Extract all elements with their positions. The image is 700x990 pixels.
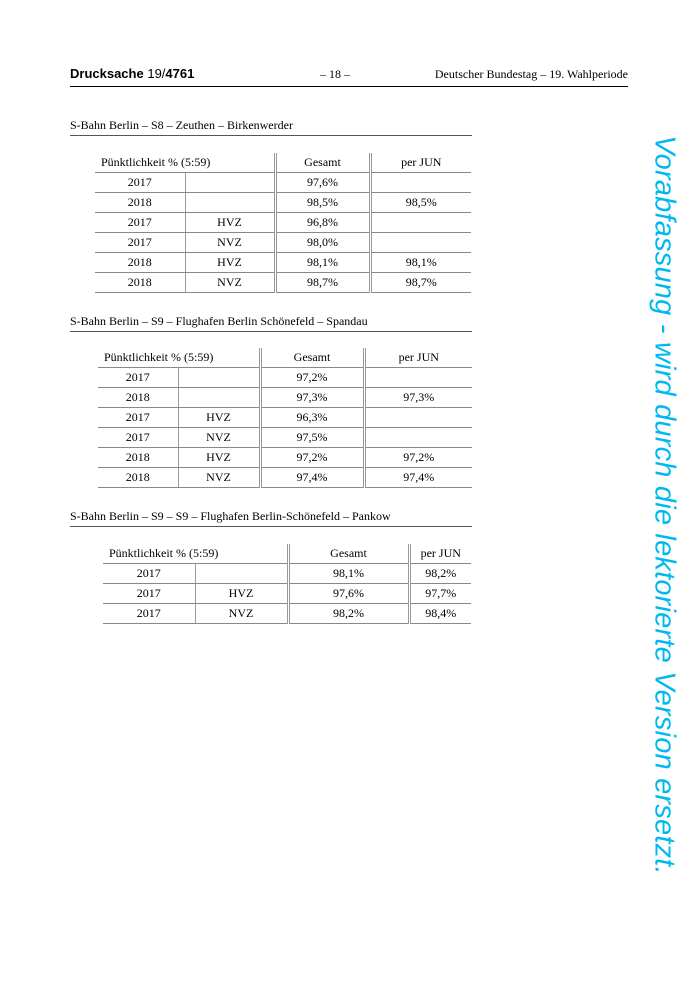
- col-header-total: Gesamt: [260, 348, 364, 368]
- cell-per: 97,3%: [364, 388, 472, 408]
- cell-type: NVZ: [178, 428, 260, 448]
- cell-year: 2017: [98, 428, 178, 448]
- cell-total: 98,1%: [288, 564, 409, 584]
- cell-year: 2017: [98, 368, 178, 388]
- cell-total: 98,7%: [275, 273, 370, 293]
- cell-total: 98,0%: [275, 233, 370, 253]
- table-row: [98, 388, 472, 408]
- col-header-per: per JUN: [409, 544, 471, 564]
- table-row: [103, 584, 471, 604]
- table-row: [98, 448, 472, 468]
- cell-type: [178, 368, 260, 388]
- section-title-s8: S-Bahn Berlin – S8 – Zeuthen – Birkenwerder: [70, 118, 472, 136]
- cell-per: [370, 173, 471, 193]
- cell-total: 97,6%: [288, 584, 409, 604]
- cell-year: 2018: [98, 388, 178, 408]
- cell-total: 97,2%: [260, 368, 364, 388]
- section-title-s9-spandau: S-Bahn Berlin – S9 – Flughafen Berlin Schönefeld – Spandau: [70, 314, 472, 332]
- cell-year: 2017: [103, 564, 195, 584]
- col-header-per: per JUN: [364, 348, 472, 368]
- cell-year: 2018: [98, 468, 178, 488]
- cell-type: [185, 193, 275, 213]
- col-header-total: Gesamt: [275, 153, 370, 173]
- cell-type: NVZ: [195, 604, 288, 624]
- cell-year: 2017: [95, 233, 185, 253]
- col-header-label: Pünktlichkeit % (5:59): [98, 348, 260, 368]
- table-row: [98, 368, 472, 388]
- cell-per: 98,1%: [370, 253, 471, 273]
- cell-total: 98,5%: [275, 193, 370, 213]
- table-row: [98, 468, 472, 488]
- cell-year: 2017: [95, 173, 185, 193]
- table-row: [95, 213, 471, 233]
- col-header-total: Gesamt: [288, 544, 409, 564]
- cell-type: [185, 173, 275, 193]
- cell-year: 2018: [95, 273, 185, 293]
- cell-year: 2017: [103, 604, 195, 624]
- col-header-label: Pünktlichkeit % (5:59): [103, 544, 288, 564]
- table-header-row: [95, 153, 471, 173]
- punctuality-table-s9-pankow: [103, 544, 471, 624]
- cell-total: 96,3%: [260, 408, 364, 428]
- cell-per: [370, 233, 471, 253]
- cell-type: [195, 564, 288, 584]
- cell-type: HVZ: [178, 448, 260, 468]
- cell-per: 98,5%: [370, 193, 471, 213]
- cell-per: [364, 428, 472, 448]
- table-header-row: [98, 348, 472, 368]
- publisher: Deutscher Bundestag – 19. Wahlperiode: [434, 67, 628, 81]
- cell-type: NVZ: [185, 273, 275, 293]
- cell-type: [178, 388, 260, 408]
- cell-type: NVZ: [178, 468, 260, 488]
- cell-per: 98,7%: [370, 273, 471, 293]
- table-row: [98, 428, 472, 448]
- cell-per: 97,7%: [409, 584, 471, 604]
- cell-per: 98,4%: [409, 604, 471, 624]
- cell-per: [364, 408, 472, 428]
- cell-year: 2018: [95, 253, 185, 273]
- cell-type: HVZ: [178, 408, 260, 428]
- doc-label: Drucksache: [70, 66, 144, 81]
- cell-year: 2017: [103, 584, 195, 604]
- table-row: [95, 173, 471, 193]
- col-header-label: Pünktlichkeit % (5:59): [95, 153, 275, 173]
- punctuality-table-s9-spandau: [98, 348, 472, 488]
- table-row: [95, 273, 471, 293]
- cell-year: 2018: [95, 193, 185, 213]
- cell-type: HVZ: [195, 584, 288, 604]
- cell-year: 2017: [98, 408, 178, 428]
- cell-total: 96,8%: [275, 213, 370, 233]
- col-header-per: per JUN: [370, 153, 471, 173]
- table-row: [103, 564, 471, 584]
- cell-type: HVZ: [185, 253, 275, 273]
- cell-per: 98,2%: [409, 564, 471, 584]
- cell-total: 97,4%: [260, 468, 364, 488]
- section-title-s9-pankow: S-Bahn Berlin – S9 – S9 – Flughafen Berlin-Schönefeld – Pankow: [70, 509, 472, 527]
- punctuality-table-s8: [95, 153, 471, 293]
- table-row: [95, 233, 471, 253]
- table-row: [103, 604, 471, 624]
- cell-total: 97,2%: [260, 448, 364, 468]
- table-row: [95, 253, 471, 273]
- cell-per: 97,4%: [364, 468, 472, 488]
- cell-total: 97,5%: [260, 428, 364, 448]
- table-row: [98, 408, 472, 428]
- page-number: – 18 –: [320, 67, 350, 81]
- doc-number-prefix: 19/: [147, 66, 166, 81]
- cell-total: 98,2%: [288, 604, 409, 624]
- table-row: [95, 193, 471, 213]
- doc-number: 4761: [165, 66, 195, 81]
- page-header: [70, 66, 628, 87]
- cell-year: 2018: [98, 448, 178, 468]
- cell-type: NVZ: [185, 233, 275, 253]
- cell-per: [370, 213, 471, 233]
- cell-total: 97,3%: [260, 388, 364, 408]
- cell-per: [364, 368, 472, 388]
- cell-total: 98,1%: [275, 253, 370, 273]
- cell-total: 97,6%: [275, 173, 370, 193]
- document-number: [70, 66, 194, 81]
- cell-year: 2017: [95, 213, 185, 233]
- table-header-row: [103, 544, 471, 564]
- cell-type: HVZ: [185, 213, 275, 233]
- draft-watermark: Vorabfassung - wird durch die lektorierte Version ersetzt.: [648, 135, 681, 875]
- cell-per: 97,2%: [364, 448, 472, 468]
